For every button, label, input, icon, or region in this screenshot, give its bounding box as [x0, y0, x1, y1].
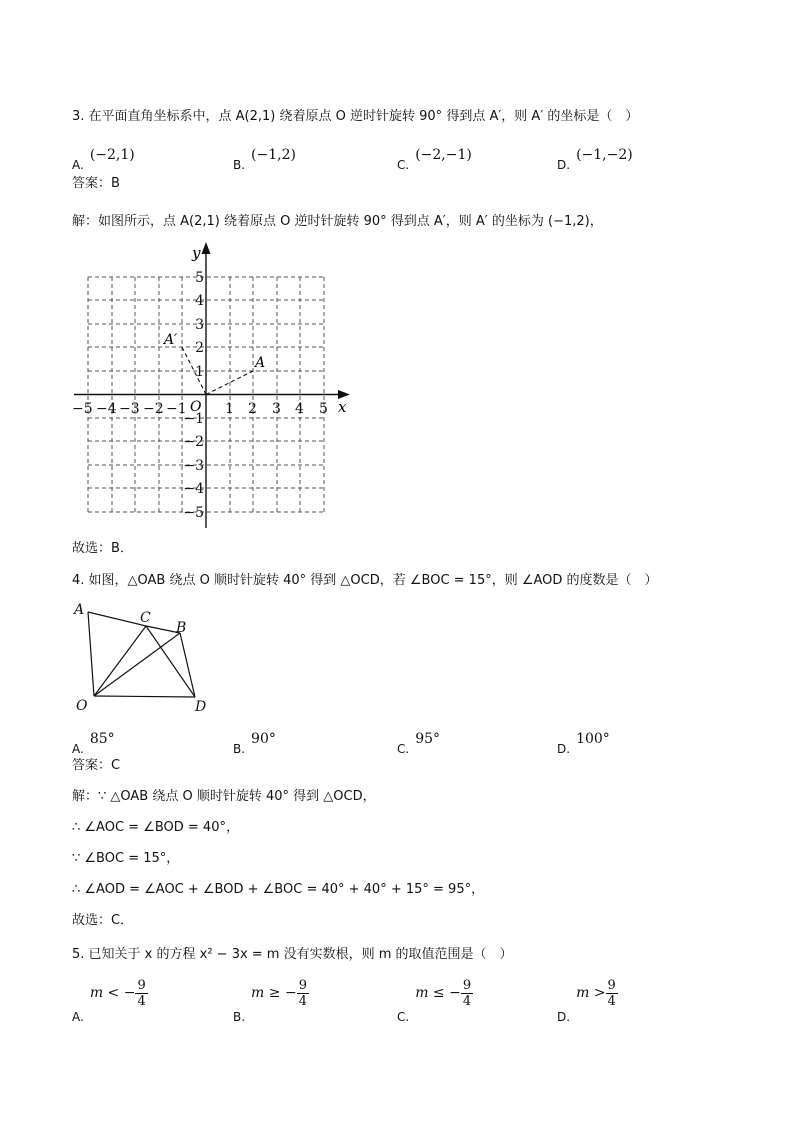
x-tick: 4: [295, 401, 304, 417]
y-axis-arrow-icon: [202, 242, 211, 254]
q5-option-d-fraction: [606, 978, 618, 1009]
q4-solution-line-4: ∴ ∠AOD = ∠AOC + ∠BOD + ∠BOC = 40° + 40° + 15° = 95°，: [72, 882, 485, 897]
y-tick: −3: [183, 458, 204, 474]
vertex-c-label: C: [140, 610, 151, 626]
q4-option-d-value: 100°: [576, 731, 610, 747]
q3-option-d[interactable]: [557, 146, 633, 174]
fraction-denominator: 4: [462, 994, 472, 1009]
q4-option-b-letter: B.: [233, 742, 246, 756]
q3-option-c-letter: C.: [397, 158, 410, 172]
q5-option-a-letter: A.: [72, 1010, 84, 1024]
y-tick: 2: [195, 340, 204, 356]
q5-option-c-prefix: m ≤ −: [415, 985, 461, 1001]
q5-option-b-letter: B.: [233, 1010, 246, 1024]
fraction-numerator: 9: [298, 978, 307, 993]
fraction-numerator: 9: [607, 978, 616, 993]
q5-option-d-letter: D.: [557, 1010, 571, 1024]
q4-solution-line-2: ∴ ∠AOC = ∠BOD = 40°，: [72, 820, 239, 835]
q4-option-c-letter: C.: [397, 742, 410, 756]
q5-option-b-fraction: [297, 978, 309, 1009]
x-tick: 3: [272, 401, 281, 417]
x-tick: −2: [143, 401, 164, 417]
q5-option-d-prefix: m >: [576, 985, 606, 1001]
q3-answer: 答案：B: [72, 176, 120, 191]
x-tick: 5: [319, 401, 328, 417]
q3-option-b-value: (−1,2): [251, 147, 296, 163]
axes: [74, 248, 344, 528]
triangle-rotation-figure: [70, 600, 220, 718]
q4-answer: 答案：C: [72, 758, 121, 773]
origin-label: O: [190, 399, 202, 415]
q3-option-b[interactable]: [233, 146, 296, 174]
q4-option-d[interactable]: [557, 730, 610, 758]
x-axis-label: x: [338, 398, 347, 416]
y-tick: 5: [195, 270, 204, 286]
point-a-label: A: [255, 355, 266, 371]
x-tick: 1: [225, 401, 234, 417]
q5-option-a-prefix: m < −: [89, 985, 136, 1001]
x-tick: −3: [119, 401, 140, 417]
q3-option-c[interactable]: [397, 146, 472, 174]
q4-stem: 4. 如图，△OAB 绕点 O 顺时针旋转 40° 得到 △OCD，若 ∠BOC = 15°，则 ∠AOD 的度数是（ ）: [72, 573, 658, 588]
y-axis-label: y: [192, 244, 201, 262]
y-tick: −5: [183, 505, 204, 521]
x-tick: −4: [96, 401, 117, 417]
q5-stem: 5. 已知关于 x 的方程 x² − 3x = m 没有实数根，则 m 的取值范围是（ ）: [72, 947, 513, 962]
q4-solution-line-5: 故选：C．: [72, 913, 134, 928]
x-tick: −5: [72, 401, 93, 417]
q5-option-d[interactable]: [557, 978, 618, 1026]
y-tick: −2: [183, 434, 204, 450]
q3-conclusion: 故选：B．: [72, 541, 133, 556]
q3-option-b-letter: B.: [233, 158, 246, 172]
fraction-denominator: 4: [298, 994, 307, 1009]
q5-option-a-fraction: [135, 978, 147, 1009]
q4-option-c[interactable]: [397, 730, 440, 758]
fraction-numerator: 9: [137, 978, 146, 993]
q4-option-d-letter: D.: [557, 742, 571, 756]
x-tick: 2: [248, 401, 257, 417]
q5-option-b[interactable]: [233, 978, 309, 1026]
fraction-denominator: 4: [137, 994, 146, 1009]
q3-option-a-value: (−2,1): [89, 147, 135, 163]
q4-option-a-value: 85°: [89, 731, 115, 747]
q5-option-b-prefix: m ≥ −: [251, 985, 297, 1001]
y-tick: 1: [195, 364, 204, 380]
vertex-a-label: A: [74, 602, 85, 618]
q4-option-c-value: 95°: [415, 731, 441, 747]
vertex-b-label: B: [176, 620, 187, 636]
coordinate-plane-figure: [66, 240, 366, 532]
y-tick: −1: [183, 411, 204, 427]
y-tick: 3: [195, 317, 204, 333]
vertex-d-label: D: [195, 699, 207, 715]
q3-option-d-value: (−1,−2): [576, 147, 633, 163]
q3-solution: 解：如图所示，点 A(2,1) 绕着原点 O 逆时针旋转 90° 得到点 A′，则 A′ 的坐标为 (−1,2)，: [72, 214, 603, 229]
y-tick: −4: [183, 481, 204, 497]
q4-option-b-value: 90°: [251, 731, 276, 747]
q4-solution-line-1: 解：∵ △OAB 绕点 O 顺时针旋转 40° 得到 △OCD，: [72, 789, 376, 804]
x-tick: −1: [166, 401, 187, 417]
y-tick: 4: [195, 293, 204, 309]
q5-option-c-fraction: [461, 978, 473, 1009]
point-a-prime-label: A′: [164, 332, 178, 348]
q3-option-a-letter: A.: [72, 158, 84, 172]
q4-solution-line-3: ∵ ∠BOC = 15°，: [72, 851, 180, 866]
q4-option-a[interactable]: [72, 730, 115, 758]
q5-option-c[interactable]: [397, 978, 473, 1026]
q3-option-c-value: (−2,−1): [415, 147, 472, 163]
vertex-o-label: O: [76, 698, 88, 714]
q3-stem: 3. 在平面直角坐标系中，点 A(2,1) 绕着原点 O 逆时针旋转 90° 得到点 A′，则 A′ 的坐标是（ ）: [72, 109, 639, 124]
q3-option-a[interactable]: [72, 146, 135, 174]
q3-option-d-letter: D.: [557, 158, 571, 172]
y-tick-labels: [183, 270, 204, 521]
q5-option-c-letter: C.: [397, 1010, 410, 1024]
q4-option-b[interactable]: [233, 730, 276, 758]
q4-option-a-letter: A.: [72, 742, 84, 756]
fraction-denominator: 4: [607, 994, 616, 1009]
q5-option-a[interactable]: [72, 978, 148, 1026]
fraction-numerator: 9: [462, 978, 472, 993]
